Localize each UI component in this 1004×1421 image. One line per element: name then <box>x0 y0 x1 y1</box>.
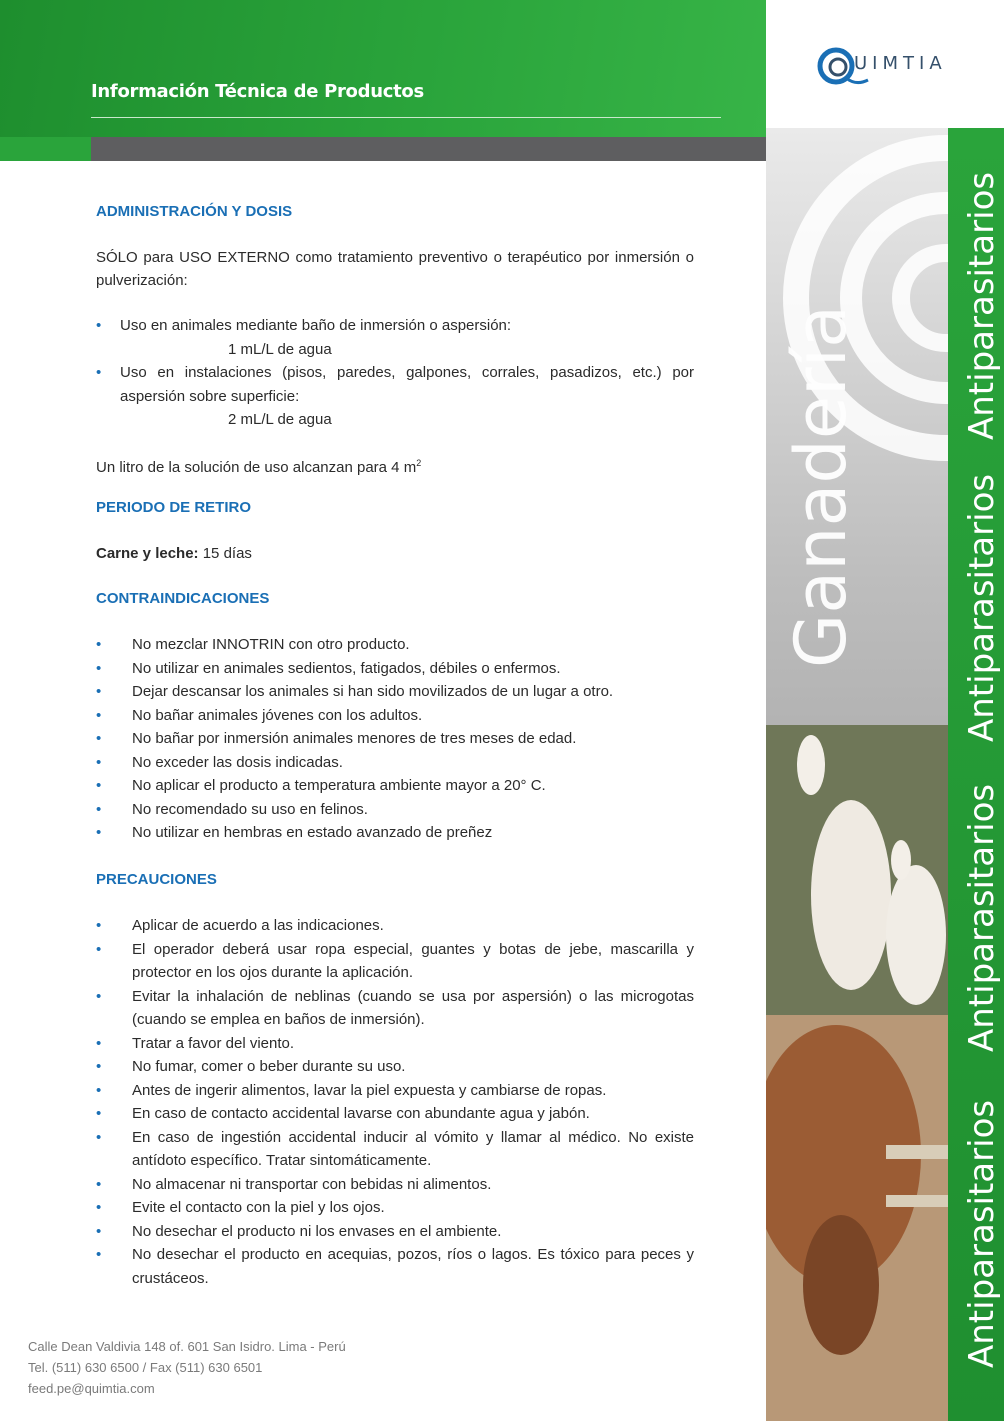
list-item: • El operador deberá usar ropa especial, guantes y botas de jebe, mascarilla y protector en los ojos durante la aplicación. <box>96 938 694 985</box>
coverage-superscript: 2 <box>416 458 422 468</box>
list-item: • Dejar descansar los animales si han sido movilizados de un lugar a otro. <box>96 680 694 704</box>
list-item: • No recomendado su uso en felinos. <box>96 798 694 822</box>
list-item: • No utilizar en animales sedientos, fatigados, débiles o enfermos. <box>96 657 694 681</box>
grey-bar <box>91 137 766 161</box>
list-item: • No almacenar ni transportar con bebidas ni alimentos. <box>96 1173 694 1197</box>
vertical-label-1: Antiparasitarios <box>962 171 1002 440</box>
list-item: • Tratar a favor del viento. <box>96 1032 694 1056</box>
list-item: • No bañar animales jóvenes con los adultos. <box>96 704 694 728</box>
retiro-text <box>96 542 694 565</box>
dose-value: 1 mL/L de agua <box>228 340 332 358</box>
list-item: • No aplicar el producto a temperatura ambiente mayor a 20° C. <box>96 774 694 798</box>
list-item: • Antes de ingerir alimentos, lavar la piel expuesta y cambiarse de ropas. <box>96 1079 694 1103</box>
contraindicaciones-list <box>96 633 694 845</box>
list-item: • No mezclar INNOTRIN con otro producto. <box>96 633 694 657</box>
header-title: Información Técnica de Productos <box>91 81 424 102</box>
livestock-photo <box>766 725 948 1421</box>
footer-email[interactable]: feed.pe@quimtia.com <box>28 1381 155 1396</box>
logo-text: UIMTIA <box>854 53 947 74</box>
list-item: • Uso en instalaciones (pisos, paredes, galpones, corrales, pasadizos, etc.) por aspersión sobre superficie: 2 mL/L de agua <box>96 361 694 432</box>
header-divider <box>91 117 721 118</box>
vertical-label-2: Antiparasitarios <box>962 473 1002 742</box>
list-item: • Aplicar de acuerdo a las indicaciones. <box>96 914 694 938</box>
list-item: • En caso de ingestión accidental inducir al vómito y llamar al médico. No existe antídoto específico. Tratar sintomáticamente. <box>96 1126 694 1173</box>
list-item: • No exceder las dosis indicadas. <box>96 751 694 775</box>
list-item: • No fumar, comer o beber durante su uso. <box>96 1055 694 1079</box>
dose-value: 2 mL/L de agua <box>228 411 332 428</box>
list-item: • Evitar la inhalación de neblinas (cuando se usa por aspersión) o las microgotas (cuando se emplea en baños de inmersión). <box>96 985 694 1032</box>
footer-contact <box>28 1336 428 1399</box>
retiro-value: 15 días <box>202 545 252 562</box>
administracion-list <box>96 314 694 432</box>
vertical-label-4: Antiparasitarios <box>962 1099 1002 1368</box>
vertical-label-3: Antiparasitarios <box>962 783 1002 1052</box>
list-item: • No utilizar en hembras en estado avanzado de preñez <box>96 821 694 845</box>
list-item: • No desechar el producto ni los envases en el ambiente. <box>96 1220 694 1244</box>
list-item: • No bañar por inmersión animales menores de tres meses de edad. <box>96 727 694 751</box>
llama-cattle-image-icon <box>766 725 948 1421</box>
footer-address: Calle Dean Valdivia 148 of. 601 San Isidro. Lima - Perú <box>28 1339 346 1354</box>
section-heading-administracion: ADMINISTRACIÓN Y DOSIS <box>96 203 293 220</box>
list-item: • No desechar el producto en acequias, pozos, ríos o lagos. Es tóxico para peces y crustáceos. <box>96 1243 694 1290</box>
coverage-text: Un litro de la solución de uso alcanzan para 4 $m^2$ <box>96 458 422 476</box>
list-item: • Evite el contacto con la piel y los ojos. <box>96 1196 694 1220</box>
list-item: • En caso de contacto accidental lavarse con abundante agua y jabón. <box>96 1102 694 1126</box>
section-heading-precauciones: PRECAUCIONES <box>96 871 217 888</box>
section-heading-retiro: PERIODO DE RETIRO <box>96 499 252 516</box>
retiro-label: Carne y leche: <box>96 545 199 562</box>
category-label: Ganadería <box>780 304 862 668</box>
green-strip <box>0 137 91 161</box>
footer-phone: Tel. (511) 630 6500 / Fax (511) 630 6501 <box>28 1360 263 1375</box>
precauciones-list <box>96 914 694 1290</box>
list-item: • Uso en animales mediante baño de inmersión o aspersión: 1 mL/L de agua <box>96 314 694 361</box>
administracion-intro: SÓLO para USO EXTERNO como tratamiento preventivo o terapéutico por inmersión o pulverización: <box>96 249 694 289</box>
section-heading-contraindicaciones: CONTRAINDICACIONES <box>96 590 270 607</box>
